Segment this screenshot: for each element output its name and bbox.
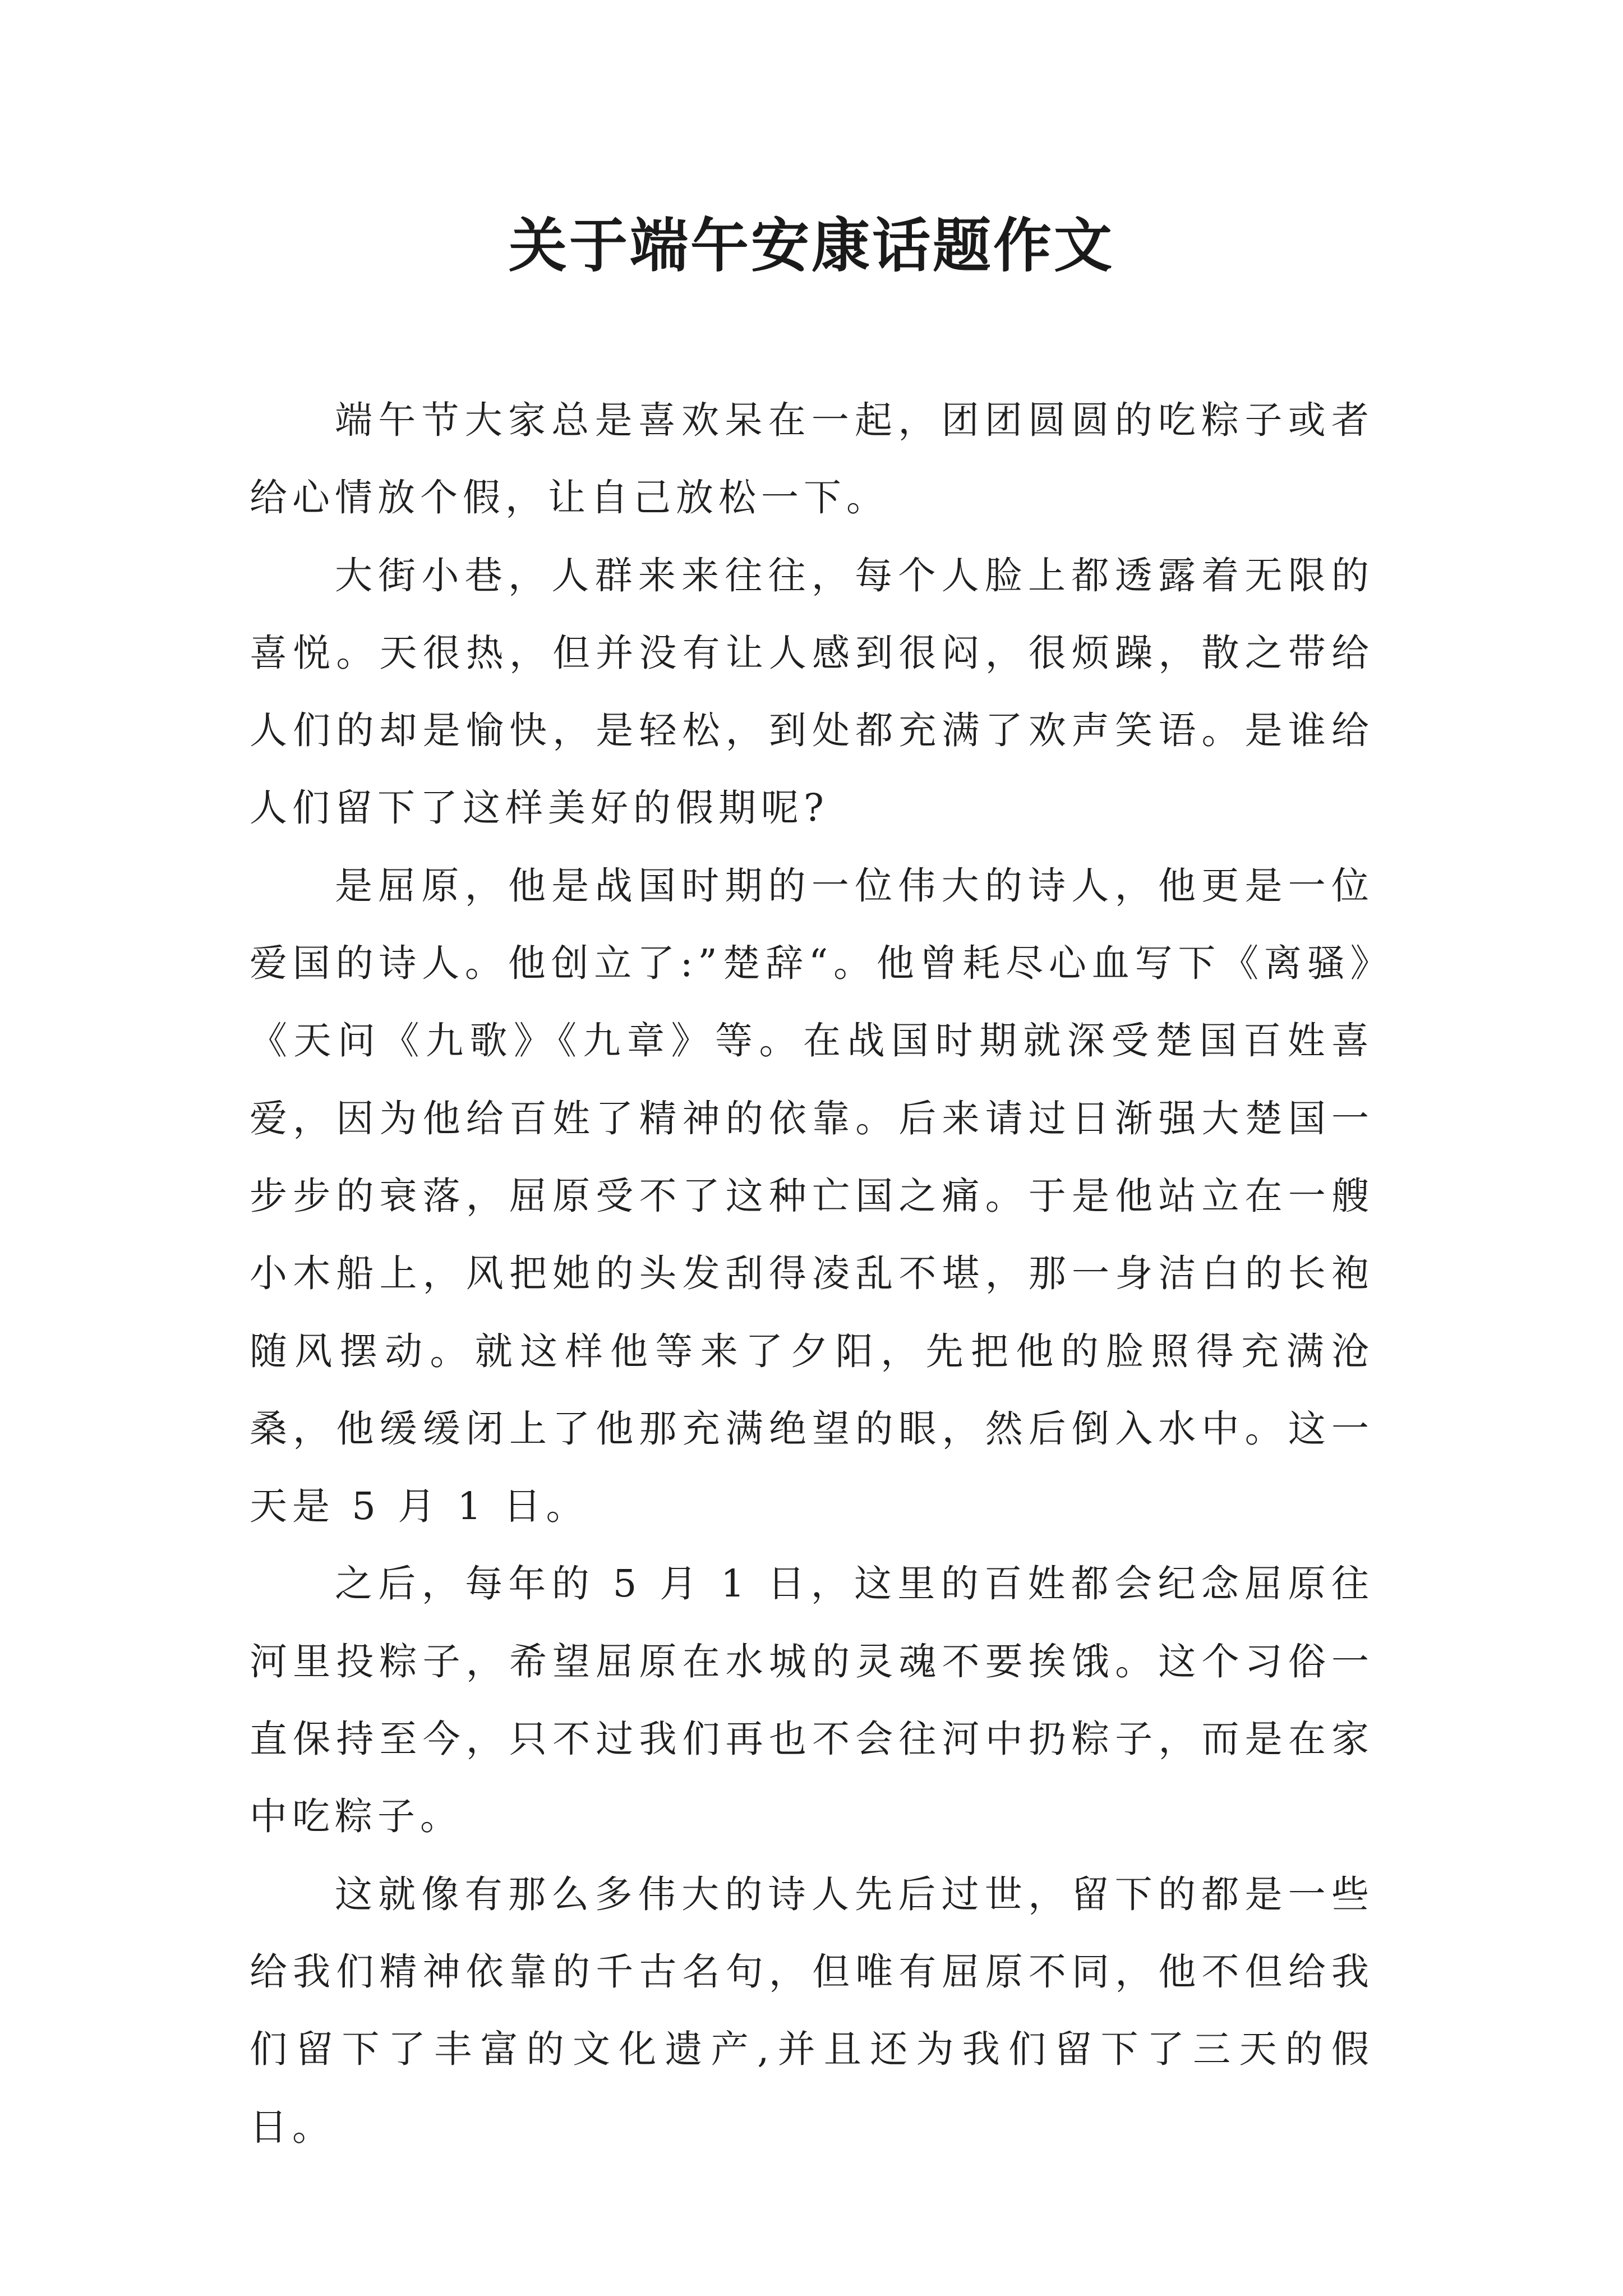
document-body [250, 381, 1374, 2166]
document-title: 关于端午安康话题作文 [508, 211, 1114, 280]
paragraph-3: 是屈原，他是战国时期的一位伟大的诗人，他更是一位爱国的诗人。他创立了:”楚辞“。他曾耗尽心血写下《离骚》《天问《九歌》《九章》等。在战国时期就深受楚国百姓喜爱，因为他给百姓了精神的依靠。后来请过日渐强大楚国一步步的衰落，屈原受不了这种亡国之痛。于是他站立在一艘小木船上，风把她的头发刮得凌乱不堪，那一身洁白的长袍随风摆动。就这样他等来了夕阳，先把他的脸照得充满沧桑，他缓缓闭上了他那充满绝望的眼，然后倒入水中。这一天是 5 月 1 日。 [250, 863, 1374, 1529]
paragraph-1: 端午节大家总是喜欢呆在一起，团团圆圆的吃粽子或者给心情放个假，让自己放松一下。 [250, 398, 1374, 520]
paragraph-5: 这就像有那么多伟大的诗人先后过世，留下的都是一些给我们精神依靠的千古名句，但唯有屈原不同，他不但给我们留下了丰富的文化遗产,并且还为我们留下了三天的假日。 [250, 1872, 1374, 2149]
paragraph-2: 大街小巷，人群来来往往，每个人脸上都透露着无限的喜悦。天很热，但并没有让人感到很闷，很烦躁，散之带给人们的却是愉快，是轻松，到处都充满了欢声笑语。是谁给人们留下了这样美好的假期呢? [250, 553, 1374, 830]
paragraph-4: 之后，每年的 5 月 1 日，这里的百姓都会纪念屈原往河里投粽子，希望屈原在水城的灵魂不要挨饿。这个习俗一直保持至今，只不过我们再也不会往河中扔粽子，而是在家中吃粽子。 [250, 1562, 1374, 1839]
